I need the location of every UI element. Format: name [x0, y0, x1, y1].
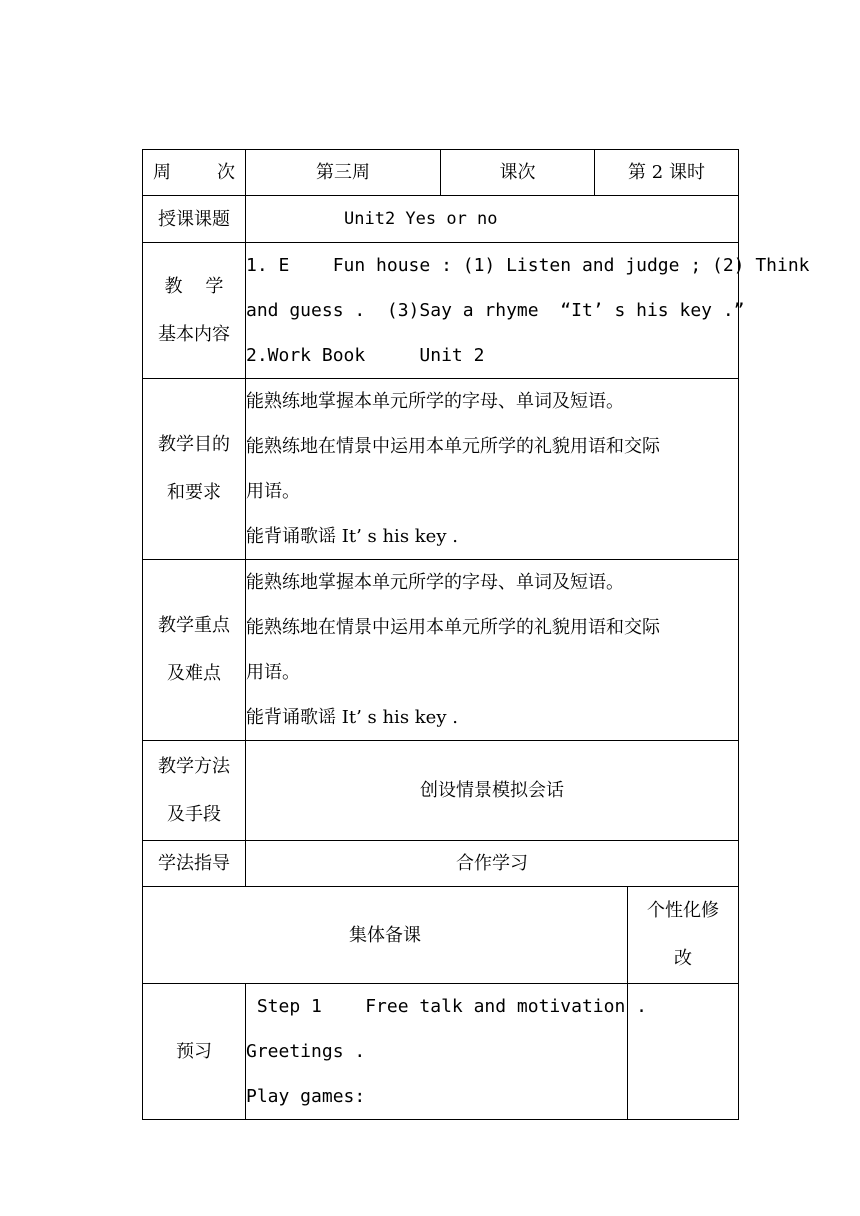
focus-row [143, 560, 739, 741]
focus-line: 能熟练地在情景中运用本单元所学的礼貌用语和交际 [246, 617, 660, 638]
focus-line: 能背诵歌谣 It’ s his key . [246, 707, 458, 728]
topic-label: 授课课题 [143, 196, 246, 243]
content-label-line2: 基本内容 [158, 323, 230, 345]
topic-value: Unit2 Yes or no [344, 209, 498, 229]
week-value: 第三周 [246, 150, 441, 196]
focus-line: 能熟练地掌握本单元所学的字母、单词及短语。 [246, 572, 624, 593]
preview-row [143, 984, 739, 1120]
personal-header-cell [628, 887, 739, 984]
method-label-line1: 教学方法 [158, 755, 230, 777]
lesson-label: 课次 [441, 150, 595, 196]
content-text [246, 243, 810, 379]
topic-value-cell [246, 196, 739, 243]
preview-text [246, 984, 647, 1120]
lesson-value: 第 2 课时 [595, 150, 739, 196]
content-label-line1: 教 学 [164, 275, 224, 297]
guide-row [143, 841, 739, 887]
preview-line: Greetings . [246, 1041, 366, 1062]
week-label-char-1: 周 [153, 162, 171, 183]
focus-line: 用语。 [246, 662, 300, 683]
content-label-cell [143, 243, 246, 379]
focus-label-line1: 教学重点 [158, 615, 230, 636]
collective-row [143, 887, 739, 984]
goals-line: 能熟练地在情景中运用本单元所学的礼貌用语和交际 [246, 436, 660, 457]
method-row [143, 741, 739, 841]
lesson-plan-table [142, 149, 810, 1120]
week-label-char-2: 次 [217, 162, 235, 183]
focus-text [246, 560, 739, 741]
goals-label-line2: 和要求 [167, 482, 221, 503]
guide-label: 学法指导 [143, 841, 246, 887]
preview-line: Step 1 Free talk and motivation . [246, 996, 647, 1017]
collective-title: 集体备课 [143, 887, 628, 984]
goals-label-cell [143, 379, 246, 560]
goals-label-line1: 教学目的 [158, 434, 230, 455]
week-label-cell [143, 150, 246, 196]
goals-line: 能背诵歌谣 It’ s his key . [246, 526, 458, 547]
preview-line: Play games: [246, 1086, 366, 1107]
method-label-cell [143, 741, 246, 841]
focus-label-line2: 及难点 [167, 663, 221, 684]
personal-header-line1: 个性化修 [647, 900, 719, 921]
goals-line: 用语。 [246, 481, 300, 502]
goals-row [143, 379, 739, 560]
topic-row [143, 196, 739, 243]
goals-text [246, 379, 739, 560]
content-row [143, 243, 739, 379]
focus-label-cell [143, 560, 246, 741]
method-label-line2: 及手段 [167, 803, 221, 825]
goals-line: 能熟练地掌握本单元所学的字母、单词及短语。 [246, 391, 624, 412]
preview-label: 预习 [143, 984, 246, 1120]
personal-header-line2: 改 [674, 948, 692, 969]
content-line: and guess . (3)Say a rhyme “It’ s his key .” [246, 300, 745, 321]
header-row [143, 150, 739, 196]
method-value: 创设情景模拟会话 [246, 741, 739, 841]
content-line: 2.Work Book Unit 2 [246, 345, 485, 366]
guide-value: 合作学习 [246, 841, 739, 887]
content-line: 1. E Fun house : (1) Listen and judge ; (2) Think [246, 255, 810, 276]
